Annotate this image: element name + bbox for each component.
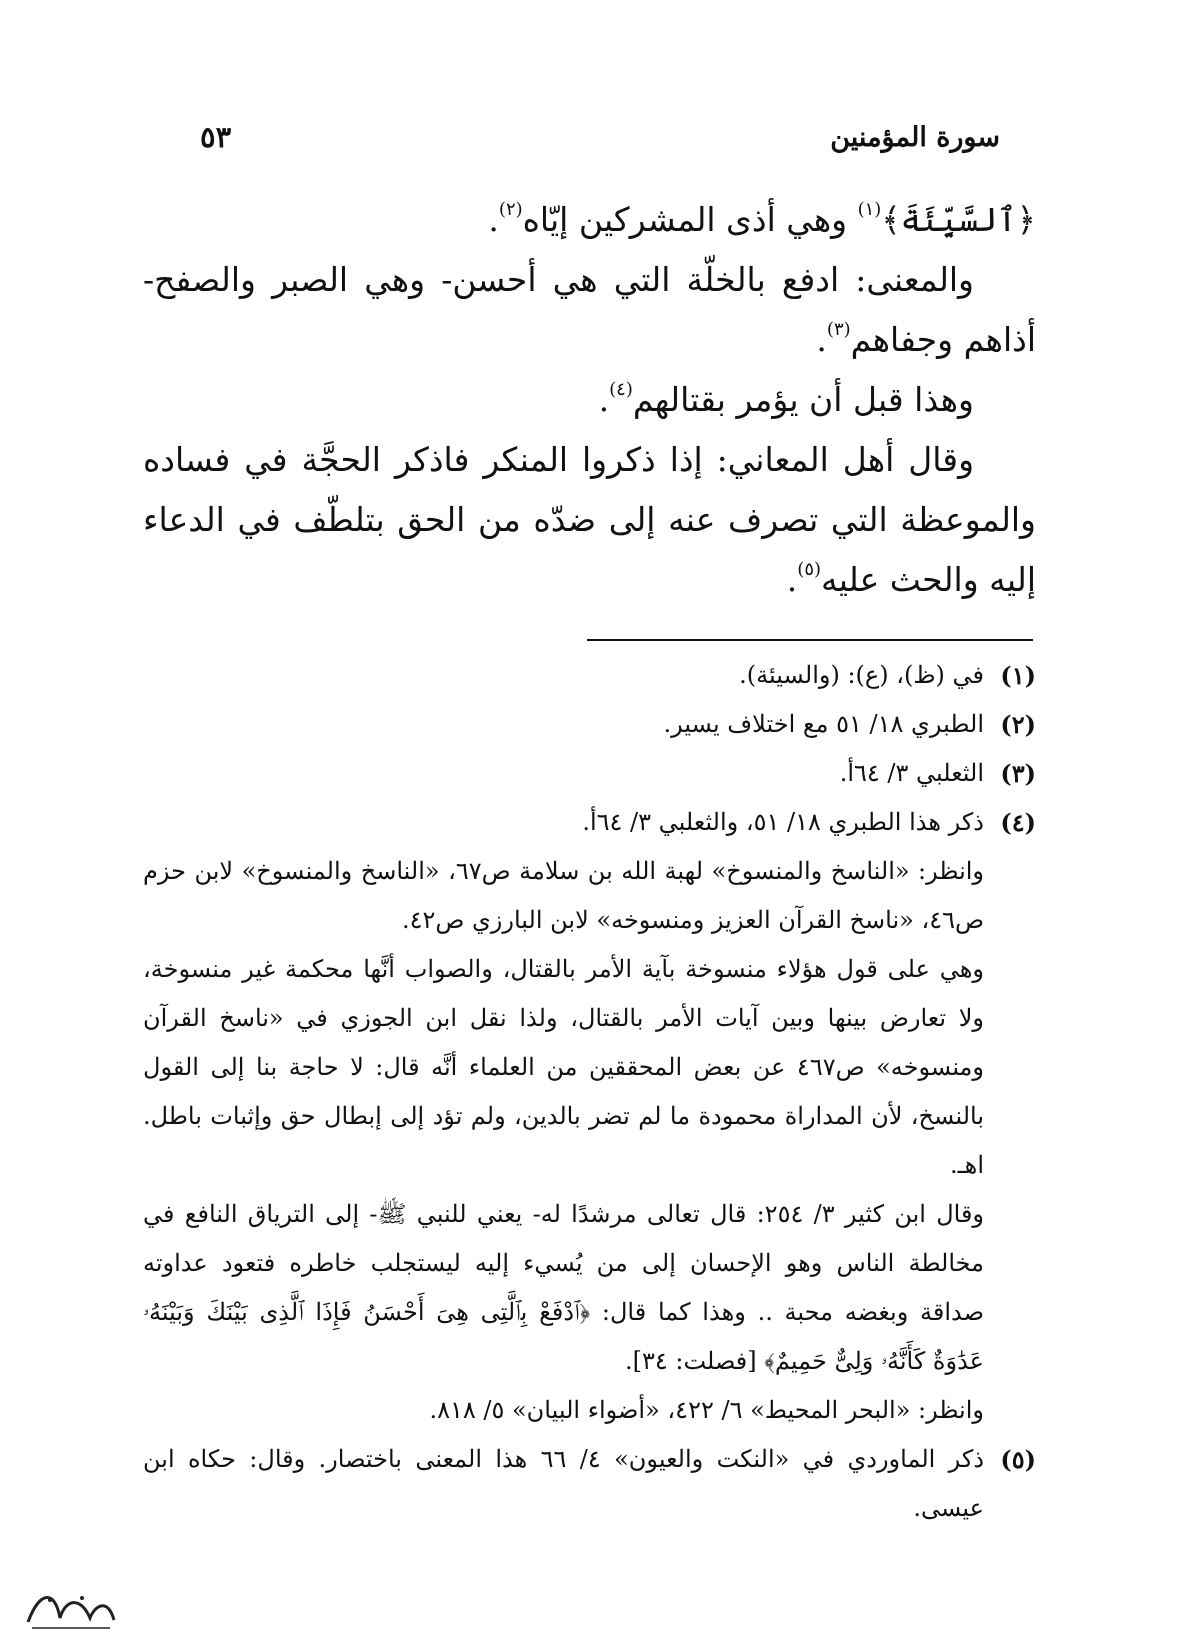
paragraph-4-text: وقال أهل المعاني: إذا ذكروا المنكر فاذكر الحجَّة في فساده والموعظة التي تصرف عنه إلى ضدّه من الحق بتلطّف في الدعاء إليه والحث عليه (143, 440, 1036, 599)
footnote-3 (143, 749, 1036, 798)
paragraph-2-text: والمعنى: ادفع بالخلّة التي هي أحسن- وهي الصبر والصفح- أذاهم وجفاهم (143, 260, 1036, 359)
paragraph-2-end: . (816, 320, 827, 359)
paragraph-1-text: وهي أذى المشركين إيّاه (522, 200, 858, 239)
footnote-4 (143, 798, 1036, 847)
paragraph-3-text: وهذا قبل أن يؤمر بقتالهم (632, 380, 974, 419)
footnote-ref-2: (٢) (498, 199, 523, 220)
paragraph-4-end: . (786, 560, 798, 599)
paragraph-2 (143, 250, 1036, 370)
quran-quote: ﴿ٱلسَّيِّئَةَ﴾ (881, 200, 1036, 239)
footnote-number: (١) (1000, 661, 1036, 690)
page-header (200, 112, 1000, 162)
footnote-1 (143, 651, 1036, 700)
footnote-number: (٤) (1000, 808, 1036, 837)
paragraph-3 (143, 370, 1036, 430)
quran-quote: ﴿ٱدْفَعْ بِٱلَّتِى هِىَ أَحْسَنُ فَإِذَا ٱلَّذِى بَيْنَكَ وَبَيْنَهُۥ عَدَٰوَةٌ كَأَنَّهُۥ وَلِىٌّ حَمِيمٌ﴾ (143, 1298, 984, 1375)
surah-title: سورة المؤمنين (830, 121, 1000, 153)
footnote-text: الطبري ١٨/ ٥١ مع اختلاف يسير. (663, 710, 984, 738)
footnote-ref-4: (٤) (609, 379, 633, 400)
footnote-number: (٥) (1000, 1445, 1036, 1474)
footnote-number: (٢) (1000, 710, 1036, 739)
paragraph-4 (143, 430, 1036, 610)
footnote-text: ذكر الماوردي في «النكت والعيون» ٤/ ٦٦ هذا المعنى باختصار. وقال: حكاه ابن عيسى. (143, 1445, 985, 1522)
footnote-text: الثعلبي ٣/ ٦٤أ. (839, 759, 984, 787)
footnote-ref-1: (١) (857, 199, 882, 220)
footnote-2 (143, 700, 1036, 749)
paragraph-1 (143, 190, 1036, 250)
footnotes (143, 651, 1036, 1533)
footnote-4-see-also: وانظر: «البحر المحيط» ٦/ ٤٢٢، «أضواء البيان» ٥/ ٨١٨. (429, 1396, 984, 1424)
footnote-4-ibn-kathir (143, 1190, 1036, 1386)
main-text (143, 190, 1036, 610)
footnote-ref-5: (٥) (797, 559, 822, 580)
surah-reference: [فصلت: ٣٤]. (624, 1347, 765, 1375)
footnote-ref-3: (٣) (826, 319, 851, 340)
footnote-number: (٣) (1000, 759, 1036, 788)
paragraph-3-end: . (598, 380, 610, 419)
footnote-4-references: وانظر: «الناسخ والمنسوخ» لهبة الله بن سلامة ص٦٧، «الناسخ والمنسوخ» لابن حزم ص٤٦، «ناسخ القرآن العزيز ومنسوخه» لابن البارزي ص٤٢. (143, 857, 985, 934)
paragraph-1-end: . (488, 200, 499, 239)
page-number: ٥٣ (200, 120, 232, 154)
ibn-kathir-text: وقال ابن كثير ٣/ ٢٥٤: قال تعالى مرشدًا له- يعني للنبي ﷺ- إلى الترياق النافع في مخالطة الناس وهو الإحسان إلى من يُسيء إليه ليستجلب خاطره فتعود عداوته صداقة وبغضه محبة .. وهذا كما قال: (143, 1200, 985, 1326)
footnote-text: ذكر هذا الطبري ١٨/ ٥١، والثعلبي ٣/ ٦٤أ. (582, 808, 984, 836)
footnote-5 (143, 1435, 1036, 1533)
footnote-divider (587, 639, 1033, 641)
footnote-text: في (ظ)، (ع): (والسيئة). (739, 661, 984, 689)
publisher-logo (20, 1580, 120, 1635)
footnote-4-discussion: وهي على قول هؤلاء منسوخة بآية الأمر بالقتال، والصواب أنَّها محكمة غير منسوخة، ولا تعارض بينها وبين آيات الأمر بالقتال، ولذا نقل ابن الجوزي في «ناسخ القرآن ومنسوخه» ص٤٦٧ عن بعض المحققين من العلماء أنَّه قال: لا حاجة بنا إلى القول بالنسخ، لأن المداراة محمودة ما لم تضر بالدين، ولم تؤد إلى إبطال حق وإثبات باطل. اهـ. (143, 955, 985, 1179)
